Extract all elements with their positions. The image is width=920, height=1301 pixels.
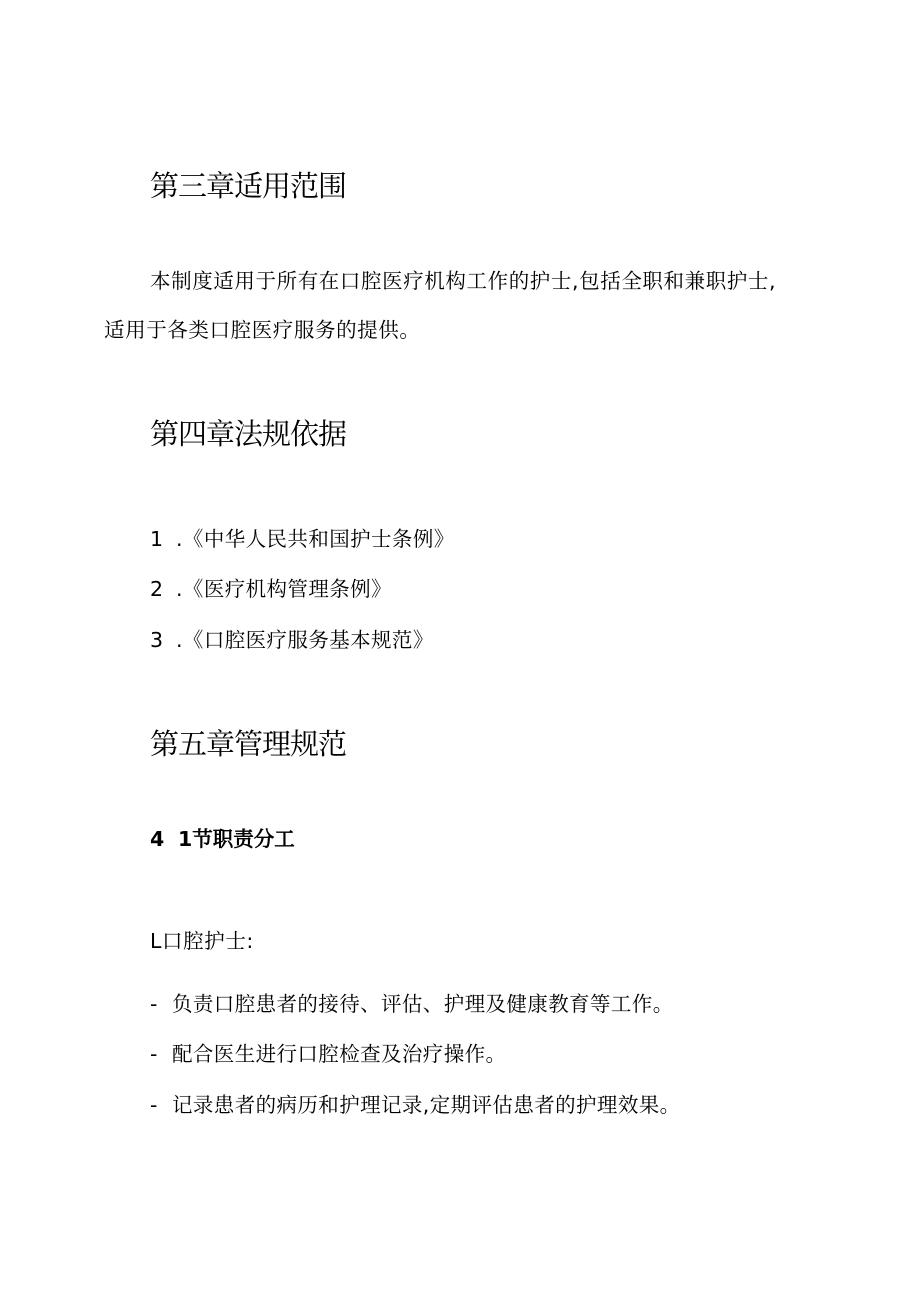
duty-dash: - <box>150 1042 158 1066</box>
regulation-item-text: .《中华人民共和国护士条例》 <box>176 527 455 551</box>
section-title: 1节职责分工 <box>178 827 295 851</box>
chapter-4-heading: 第四章法规依据 <box>150 417 347 451</box>
duty-text: 配合医生进行口腔检查及治疗操作。 <box>172 1042 507 1066</box>
duty-item <box>150 1095 681 1116</box>
section-number: 4 <box>150 827 165 851</box>
regulation-item <box>150 529 455 550</box>
regulation-item <box>150 630 434 651</box>
duty-dash: - <box>150 1093 158 1117</box>
duty-item <box>150 994 674 1015</box>
chapter-3-paragraph-line-1: 本制度适用于所有在口腔医疗机构工作的护士,包括全职和兼职护士, <box>150 269 777 293</box>
regulation-item <box>150 579 392 600</box>
regulation-item-number: 3 <box>150 628 164 652</box>
regulation-item-text: .《口腔医疗服务基本规范》 <box>176 628 434 652</box>
chapter-3-heading: 第三章适用范围 <box>150 169 347 203</box>
duty-dash: - <box>150 992 158 1016</box>
duty-text: 负责口腔患者的接待、评估、护理及健康教育等工作。 <box>172 992 674 1016</box>
duty-text: 记录患者的病历和护理记录,定期评估患者的护理效果。 <box>172 1093 681 1117</box>
regulation-item-number: 2 <box>150 577 164 601</box>
chapter-5-heading: 第五章管理规范 <box>150 727 347 761</box>
regulation-item-number: 1 <box>150 527 164 551</box>
section-heading <box>150 829 295 850</box>
chapter-3-paragraph-line-2: 适用于各类口腔医疗服务的提供。 <box>104 318 421 342</box>
role-label: L口腔护士: <box>150 929 254 953</box>
regulation-item-text: .《医疗机构管理条例》 <box>176 577 392 601</box>
duty-item <box>150 1044 506 1065</box>
